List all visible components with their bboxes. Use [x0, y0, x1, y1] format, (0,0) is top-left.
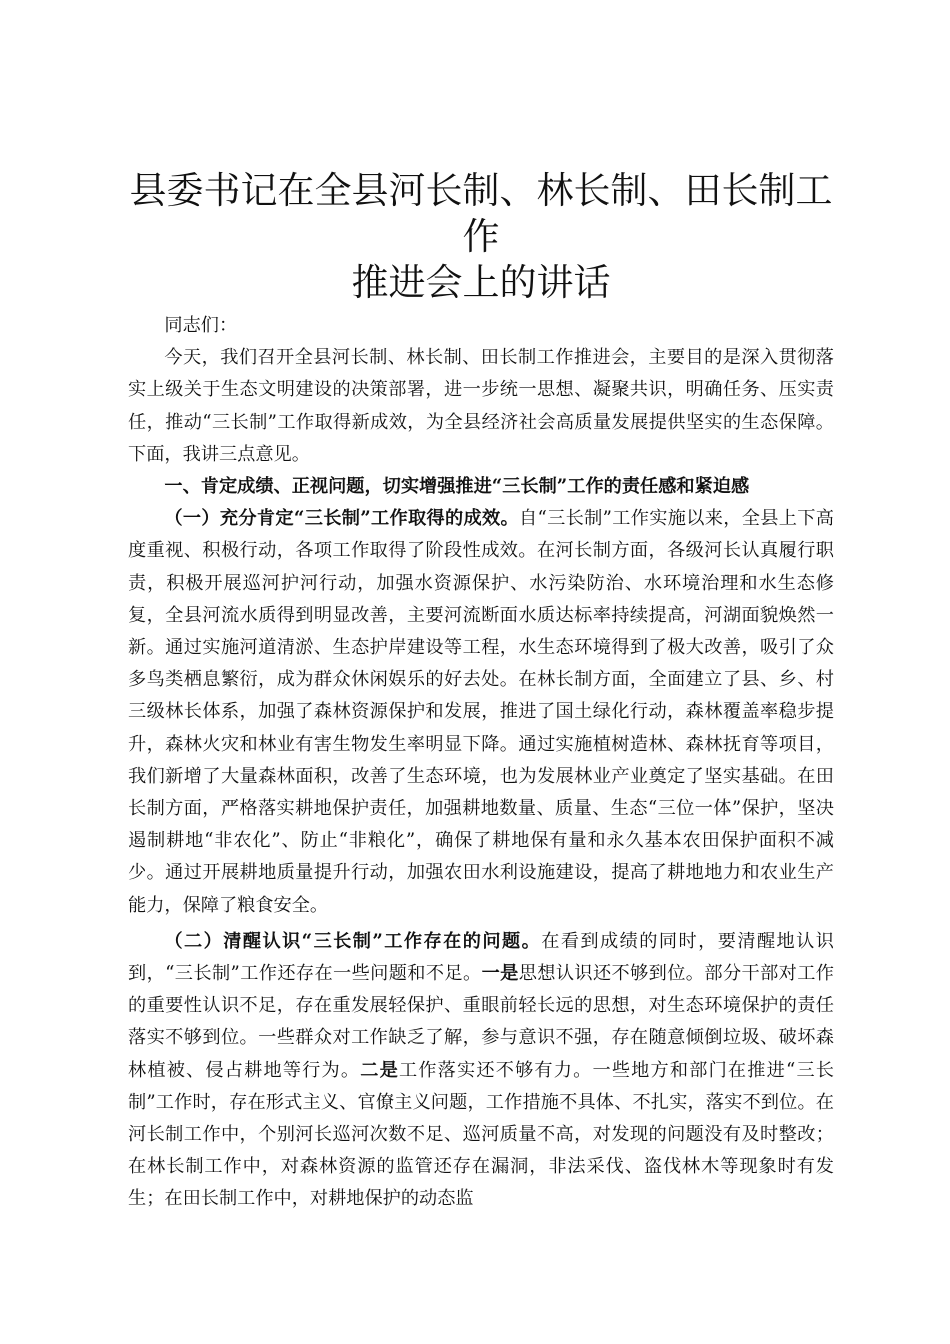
subsection-2-body-a: 在看到成绩的同时，要清醒地认识到，“三长制”工作还存在一些问题和不足。 — [128, 930, 834, 985]
subsection-1-body: 自“三长制”工作实施以来，全县上下高度重视、积极行动，各项工作取得了阶段性成效。在河长制方面，各级河长认真履行职责，积极开展巡河护河行动，加强水资源保护、水污染防治、水环境治理和水生态修复，全县河流水质得到明显改善，主要河流断面水质达标率持续提高，河湖面貌焕然一新。通过实施河道清淤、生态护岸建设等工程，水生态环境得到了极大改善，吸引了众多鸟类栖息繁衍，成为群众休闲娱乐的好去处。在林长制方面，全面建立了县、乡、村三级林长体系，加强了森林资源保护和发展，推进了国土绿化行动，森林覆盖率稳步提升，森林火灾和林业有害生物发生率明显下降。通过实施植树造林、森林抚育等项目，我们新增了大量森林面积，改善了生态环境，也为发展林业产业奠定了坚实基础。在田长制方面，严格落实耕地保护责任，加强耕地数量、质量、生态“三位一体”保护，坚决遏制耕地“非农化”、防止“非粮化”，确保了耕地保有量和永久基本农田保护面积不减少。通过开展耕地质量提升行动，加强农田水利设施建设，提高了耕地地力和农业生产能力，保障了粮食安全。 — [128, 508, 834, 916]
title-line-1: 县委书记在全县河长制、林长制、田长制工作 — [129, 169, 833, 258]
document-page — [128, 168, 834, 1216]
intro-paragraph: 今天，我们召开全县河长制、林长制、田长制工作推进会，主要目的是深入贯彻落实上级关于生态文明建设的决策部署，进一步统一思想、凝聚共识，明确任务、压实责任，推动“三长制”工作取得新成效，为全县经济社会高质量发展提供坚实的生态保障。下面，我讲三点意见。 — [128, 347, 834, 465]
document-title — [128, 168, 834, 306]
subsection-1-paragraph — [128, 503, 834, 922]
second-point-label: 二是 — [360, 1059, 399, 1081]
subsection-1-heading: （一）充分肯定“三长制”工作取得的成效。 — [164, 508, 520, 530]
subsection-2-heading: （二）清醒认识“三长制”工作存在的问题。 — [164, 930, 542, 952]
document-body — [128, 310, 834, 1216]
title-line-2: 推进会上的讲话 — [351, 261, 611, 304]
subsection-2-body-b: 思想认识还不够到位。部分干部对工作的重要性认识不足，存在重发展轻保护、重眼前轻长远的思想，对生态环境保护的责任落实不够到位。一些群众对工作缺乏了解，参与意识不强，存在随意倾倒垃圾、破坏森林植被、侵占耕地等行为。 — [128, 963, 834, 1081]
section-1-heading: 一、肯定成绩、正视问题，切实增强推进“三长制”工作的责任感和紧迫感 — [164, 476, 750, 498]
first-point-label: 一是 — [481, 963, 519, 985]
salutation: 同志们： — [164, 315, 238, 336]
subsection-2-body-c: 工作落实还不够有力。一些地方和部门在推进“三长制”工作时，存在形式主义、官僚主义问题，工作措施不具体、不扎实，落实不到位。在河长制工作中，个别河长巡河次数不足、巡河质量不高，对发现的问题没有及时整改；在林长制工作中，对森林资源的监管还存在漏洞，非法采伐、盗伐林木等现象时有发生；在田长制工作中，对耕地保护的动态监 — [128, 1059, 834, 1210]
subsection-2-paragraph — [128, 926, 834, 1216]
